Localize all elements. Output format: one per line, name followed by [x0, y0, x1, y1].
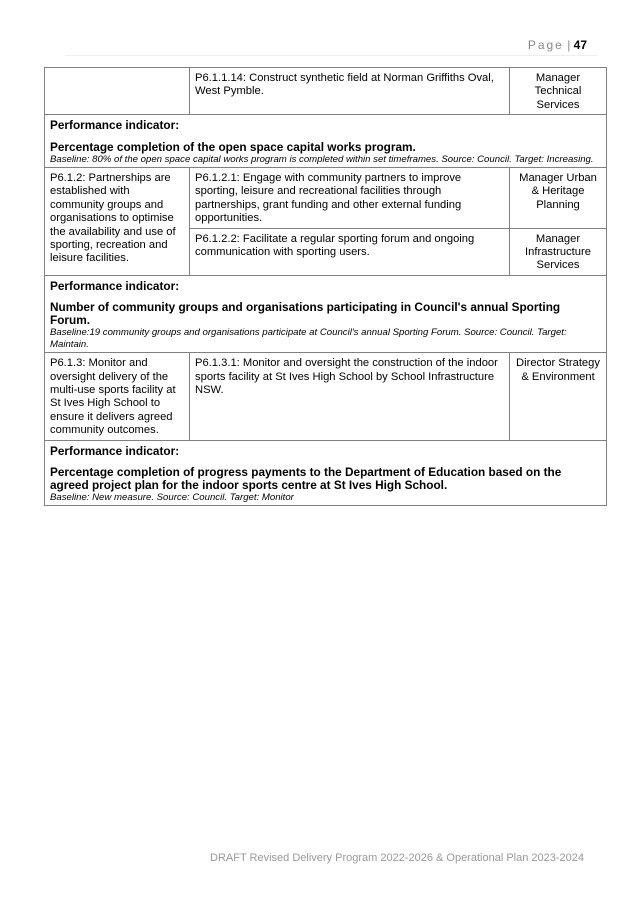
responsibility-cell: Manager Infrastructure Services — [510, 228, 607, 275]
performance-indicator-cell — [45, 115, 607, 168]
page-separator: | — [567, 38, 574, 52]
performance-indicator-cell — [45, 275, 607, 352]
strategy-cell: P6.1.3: Monitor and oversight delivery of the multi-use sports facility at St Ives High School to ensure it delivers agreed community outcomes. — [45, 353, 190, 440]
performance-indicator-label: Performance indicator: — [50, 118, 180, 133]
responsibility-cell: Director Strategy & Environment — [510, 353, 607, 440]
performance-indicator-baseline: Baseline:19 community groups and organisations participate at Council's annual Sporting Forum. Source: Council. Target: Maintain. — [50, 327, 567, 350]
action-cell: P6.1.2.2: Facilitate a regular sporting forum and ongoing communication with sporting users. — [190, 228, 510, 275]
table-row — [45, 168, 607, 229]
performance-indicator-title: Percentage completion of the open space capital works program. — [50, 139, 416, 154]
performance-indicator-title: Number of community groups and organisations participating in Council's annual Sporting Forum. — [50, 300, 561, 328]
strategy-cell-empty — [45, 68, 190, 115]
performance-indicator-label: Performance indicator: — [50, 443, 180, 458]
page-label: Page — [527, 38, 564, 52]
page-number: 47 — [573, 38, 587, 52]
performance-indicator-title: Percentage completion of progress payments to the Department of Education based on the agreed project plan for the indoor sports centre at St Ives High School. — [50, 464, 562, 492]
performance-indicator-cell — [45, 440, 607, 506]
action-cell: P6.1.2.1: Engage with community partners to improve sporting, leisure and recreational facilities through partnerships, grant funding and other external funding opportunities. — [190, 168, 510, 229]
operational-plan-table — [44, 67, 607, 506]
table-row — [45, 353, 607, 440]
page-header — [528, 38, 587, 52]
responsibility-cell: Manager Urban & Heritage Planning — [510, 168, 607, 229]
performance-indicator-baseline: Baseline: New measure. Source: Council. Target: Monitor — [50, 491, 294, 503]
performance-indicator-row — [45, 440, 607, 506]
responsibility-cell: Manager Technical Services — [510, 68, 607, 115]
page-footer: DRAFT Revised Delivery Program 2022-2026 & Operational Plan 2023-2024 — [210, 852, 584, 864]
performance-indicator-row — [45, 115, 607, 168]
action-cell: P6.1.1.14: Construct synthetic field at Norman Griffiths Oval, West Pymble. — [190, 68, 510, 115]
header-divider — [65, 55, 597, 56]
performance-indicator-label: Performance indicator: — [50, 278, 180, 293]
table-row — [45, 68, 607, 115]
performance-indicator-row — [45, 275, 607, 352]
strategy-cell: P6.1.2: Partnerships are established with community groups and organisations to optimise the availability and use of sporting, recreation and leisure facilities. — [45, 168, 190, 276]
performance-indicator-baseline: Baseline: 80% of the open space capital works program is completed within set timeframes. Source: Council. Target: Increasing. — [50, 153, 594, 165]
action-cell: P6.1.3.1: Monitor and oversight the construction of the indoor sports facility at St Ives High School by School Infrastructure NSW. — [190, 353, 510, 440]
